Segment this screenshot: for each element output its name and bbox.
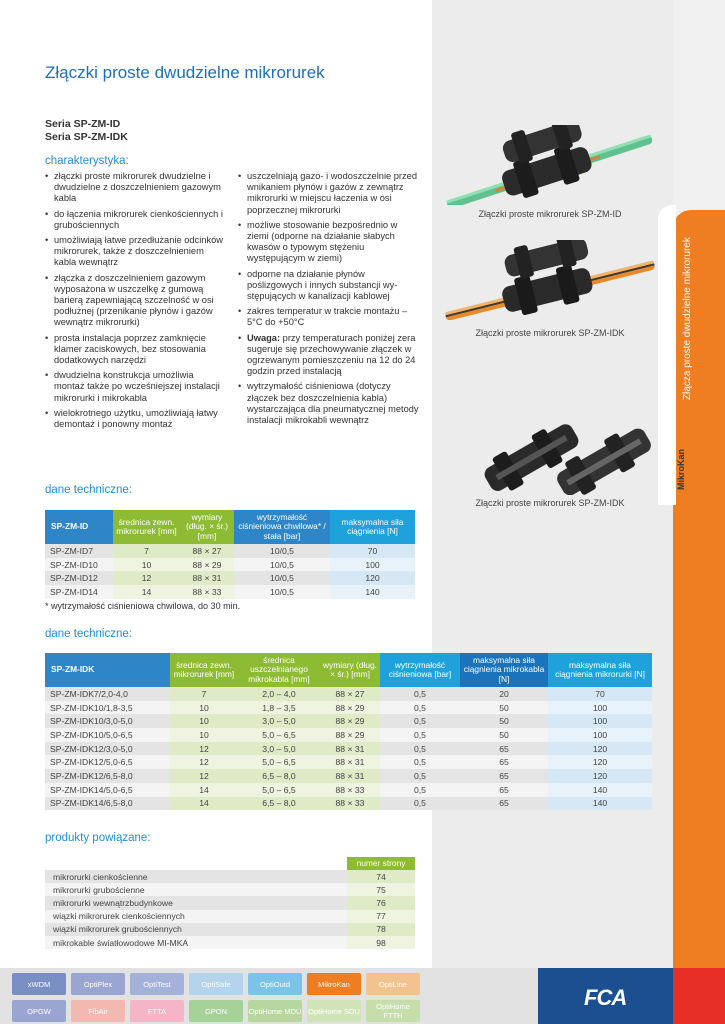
table-header: wytrzymałość ciśnieniowa chwilowa* / stała [bar] <box>234 510 330 544</box>
table-row <box>45 585 415 599</box>
footnote: * wytrzymałość ciśnieniowa chwilowa, do 30 min. <box>45 601 241 611</box>
caption-sp-zm-id: Złączki proste mikrorurek SP-ZM-ID <box>478 209 622 219</box>
table-cell: 20 <box>460 687 548 701</box>
table-cell: 88 × 31 <box>320 769 380 783</box>
feature-item: • zakres temperatur w trakcie montażu –5°C do +50°C <box>238 306 420 328</box>
table-cell: 65 <box>460 797 548 811</box>
related-row <box>45 883 415 896</box>
table-cell: 50 <box>460 701 548 715</box>
tech-table-idk <box>45 653 652 810</box>
caption-sp-zm-idk: Złączki proste mikrorurek SP-ZM-IDK <box>475 328 625 338</box>
table-cell: 88 × 33 <box>180 585 234 599</box>
table-cell: SP-ZM-IDK14/6,5-8,0 <box>45 797 170 811</box>
feature-item: • możliwe stosowanie bezpośrednio w ziemi (odporne na działanie słabych kwasów o typowym stężeniu występującym w ziemi) <box>238 220 420 265</box>
table-cell: 0,5 <box>380 714 460 728</box>
related-row <box>45 923 415 936</box>
table-cell: SP-ZM-IDK10/5,0-6,5 <box>45 728 170 742</box>
related-product-name: wiązki mikrorurek cienkościennych <box>45 910 347 923</box>
related-product-name: wiązki mikrorurek grubościennych <box>45 923 347 936</box>
table-cell: 88 × 27 <box>320 687 380 701</box>
section-heading-tech-1: dane techniczne: <box>45 484 132 496</box>
table-header: maksymalna siła ciągnienia mikrorurki [N] <box>548 653 652 687</box>
table-header: wytrzymałość ciśnieniowa [bar] <box>380 653 460 687</box>
section-heading-tech-2: dane techniczne: <box>45 628 132 640</box>
related-products-table <box>45 857 415 949</box>
nav-item-optihome-sdu[interactable]: OptiHome SDU <box>307 1000 361 1022</box>
table-header: średnica uszczelnianego mikrokabla [mm] <box>238 653 320 687</box>
table-cell: 65 <box>460 742 548 756</box>
table-cell: 7 <box>170 687 238 701</box>
table-cell: 70 <box>548 687 652 701</box>
table-cell: 120 <box>548 755 652 769</box>
table-cell: 140 <box>548 797 652 811</box>
table-row <box>45 544 415 558</box>
related-row <box>45 896 415 909</box>
table-cell: 10 <box>170 728 238 742</box>
related-product-name: mikrorurki wewnątrzbudynkowe <box>45 896 347 909</box>
table-cell: 65 <box>460 783 548 797</box>
feature-item: • uszczelniają gazo- i wodoszczelnie przed wnikaniem płynów i gazów z zewnątrz mikrorurki w miejscu łaczenia w osi poprzecznej mikrorurki <box>238 171 420 216</box>
table-row <box>45 783 652 797</box>
nav-item-optiplex[interactable]: OptiPlex <box>71 973 125 995</box>
table-cell: 0,5 <box>380 687 460 701</box>
table-cell: 0,5 <box>380 755 460 769</box>
table-cell: 10/0,5 <box>234 544 330 558</box>
table-cell: 5,0 – 6,5 <box>238 728 320 742</box>
warning-label: Uwaga: <box>247 332 281 343</box>
table-row <box>45 701 652 715</box>
warning-text: przy temperaturach poniżej zera sugeruje się przechowywanie złączek w ogrzewanym pomieszczeniu na 12 do 24 godzin przed instalacją <box>247 332 416 377</box>
section-heading-related: produkty powiązane: <box>45 832 151 844</box>
table-cell: 120 <box>330 571 415 585</box>
table-cell: 88 × 33 <box>320 797 380 811</box>
features-left <box>45 171 225 434</box>
series-id: Seria SP-ZM-ID <box>45 118 121 130</box>
related-page-number: 75 <box>347 883 415 896</box>
table-cell: 10/0,5 <box>234 571 330 585</box>
side-caption: Złącza proste dwudzielne mikrorurek <box>682 237 693 400</box>
table-cell: 7 <box>113 544 180 558</box>
table-cell: 70 <box>330 544 415 558</box>
table-cell: 88 × 29 <box>320 728 380 742</box>
nav-item-optihome-ftth[interactable]: OptiHome FTTH <box>366 1000 420 1022</box>
table-row <box>45 755 652 769</box>
table-cell: 88 × 29 <box>180 558 234 572</box>
nav-item-xwdm[interactable]: xWDM <box>12 973 66 995</box>
table-cell: 88 × 31 <box>320 742 380 756</box>
side-brand: MikroKan <box>676 448 686 490</box>
table-header: SP-ZM-IDK <box>45 653 170 687</box>
section-tab <box>673 210 725 972</box>
related-page-number: 74 <box>347 870 415 883</box>
table-header: numer strony <box>347 857 415 870</box>
table-cell: 12 <box>170 742 238 756</box>
table-cell: 50 <box>460 728 548 742</box>
table-cell: 65 <box>460 755 548 769</box>
table-cell: 88 × 31 <box>320 755 380 769</box>
feature-item: • odporne na działanie płynów poślizgowych i innych substancji występujących w kanalizacji kablowej <box>238 269 420 303</box>
table-row <box>45 571 415 585</box>
related-products-body <box>45 870 415 949</box>
table-row <box>45 687 652 701</box>
related-row <box>45 910 415 923</box>
caption-sp-zm-idk-open: Złączki proste mikrorurek SP-ZM-IDK <box>475 498 625 508</box>
related-product-name: mikrorurki cienkościenne <box>45 870 347 883</box>
table-cell: SP-ZM-IDK12/6,5-8,0 <box>45 769 170 783</box>
table-cell: SP-ZM-IDK14/5,0-6,5 <box>45 783 170 797</box>
product-photo-sp-zm-idk <box>440 240 660 320</box>
table-cell: 10 <box>113 558 180 572</box>
table-row <box>45 769 652 783</box>
table-cell: 12 <box>113 571 180 585</box>
table-cell: SP-ZM-ID7 <box>45 544 113 558</box>
table-cell: SP-ZM-ID10 <box>45 558 113 572</box>
table-cell: 3,0 – 5,0 <box>238 742 320 756</box>
features-right <box>238 171 420 430</box>
nav-item-optisafe[interactable]: OptiSafe <box>189 973 243 995</box>
table-cell: SP-ZM-IDK10/1,8-3,5 <box>45 701 170 715</box>
nav-item-gpon[interactable]: GPON <box>189 1000 243 1022</box>
feature-item: • umożliwiają łatwe przedłużanie odcinków mikrorurek, także z doszczelnieniem kabla wewnątrz <box>45 235 225 269</box>
tech-table-id <box>45 510 415 599</box>
table-cell: 12 <box>170 769 238 783</box>
table-cell: 100 <box>330 558 415 572</box>
table-cell: 88 × 27 <box>180 544 234 558</box>
feature-item: • złączka z doszczelnieniem gazowym wyposażona w uszczelkę z gumową barierą zapewniającą szczelność w osi podłużnej (przenikanie płynów i gazów wewnątrz mikrorurki) <box>45 273 225 329</box>
feature-item-warning <box>238 333 420 378</box>
table-cell: 10/0,5 <box>234 558 330 572</box>
section-heading-characteristics: charakterystyka: <box>45 155 129 167</box>
feature-item: • złączki proste mikrorurek dwudzielne i dwudzielne z doszczelnieniem gazowym kabla <box>45 171 225 205</box>
table-cell: 140 <box>330 585 415 599</box>
table-cell: 14 <box>170 797 238 811</box>
table-row <box>45 797 652 811</box>
related-row <box>45 936 415 949</box>
table-cell: SP-ZM-ID14 <box>45 585 113 599</box>
table-header: maksymalna siła ciągnienia [N] <box>330 510 415 544</box>
feature-item: • wytrzymałość ciśnieniowa (dotyczy złączek bez doszczelnienia kabla) wystarczająca dla pneumatycznej metody instalacji mikrokabli wewnątrz <box>238 381 420 426</box>
table-cell: 0,5 <box>380 701 460 715</box>
table-row <box>45 742 652 756</box>
table-cell: SP-ZM-IDK12/3,0-5,0 <box>45 742 170 756</box>
related-product-name: mikrorurki grubościenne <box>45 883 347 896</box>
nav-item-optitest[interactable]: OptiTest <box>130 973 184 995</box>
table-cell: 100 <box>548 728 652 742</box>
table-cell: 120 <box>548 742 652 756</box>
table-row <box>45 728 652 742</box>
table-cell: 3,0 – 5,0 <box>238 714 320 728</box>
related-page-number: 98 <box>347 936 415 949</box>
related-product-name: mikrokable światłowodowe MI-MKA <box>45 936 347 949</box>
related-page-number: 76 <box>347 896 415 909</box>
table-cell: 0,5 <box>380 783 460 797</box>
table-cell: 2,0 – 4,0 <box>238 687 320 701</box>
table-cell: SP-ZM-IDK12/5,0-6,5 <box>45 755 170 769</box>
related-page-number: 78 <box>347 923 415 936</box>
nav-item-optihome-mdu[interactable]: OptiHome MDU <box>248 1000 302 1022</box>
tab-highlight <box>658 205 676 505</box>
table-header: średnica zewn. mikrorurek [mm] <box>170 653 238 687</box>
feature-item: • wielokrotnego użytku, umożliwiają łatwy demontaż i ponowny montaż <box>45 408 225 430</box>
nav-item-optiline[interactable]: OptiLine <box>366 973 420 995</box>
nav-item-ftta[interactable]: FTTA <box>130 1000 184 1022</box>
table-cell: 140 <box>548 783 652 797</box>
table-header: maksymalna siła ciągnienia mikrokabla [N] <box>460 653 548 687</box>
table-header-empty <box>45 857 347 870</box>
nav-item-fibair[interactable]: FibAir <box>71 1000 125 1022</box>
feature-item: • prosta instalacja poprzez zamknięcie klamer zaciskowych, bez stosowania dodatkowych narzędzi <box>45 333 225 367</box>
table-cell: 5,0 – 6,5 <box>238 755 320 769</box>
table-cell: 6,5 – 8,0 <box>238 769 320 783</box>
brand-accent <box>673 968 725 1024</box>
table-cell: SP-ZM-IDK7/2,0-4,0 <box>45 687 170 701</box>
table-header: średnica zewn. mikrorurek [mm] <box>113 510 180 544</box>
nav-item-mikrokan[interactable]: MikroKan <box>307 973 361 995</box>
table-cell: 100 <box>548 714 652 728</box>
table-cell: 65 <box>460 769 548 783</box>
table-cell: 14 <box>113 585 180 599</box>
table-cell: 5,0 – 6,5 <box>238 783 320 797</box>
table-cell: 0,5 <box>380 769 460 783</box>
table-cell: 0,5 <box>380 728 460 742</box>
table-cell: 88 × 31 <box>180 571 234 585</box>
table-cell: SP-ZM-IDK10/3,0-5,0 <box>45 714 170 728</box>
product-photo-sp-zm-idk-open <box>470 395 660 495</box>
table-cell: 50 <box>460 714 548 728</box>
fca-logo: FCA <box>584 985 627 1010</box>
table-cell: 10/0,5 <box>234 585 330 599</box>
related-page-number: 77 <box>347 910 415 923</box>
table-cell: 12 <box>170 755 238 769</box>
series-list <box>45 118 128 144</box>
product-photo-sp-zm-id <box>440 125 660 205</box>
related-row <box>45 870 415 883</box>
table-row <box>45 714 652 728</box>
table-cell: 120 <box>548 769 652 783</box>
table-cell: 14 <box>170 783 238 797</box>
table-row <box>45 558 415 572</box>
table-cell: 10 <box>170 714 238 728</box>
nav-item-optioutd[interactable]: OptiOutd <box>248 973 302 995</box>
table-cell: 88 × 29 <box>320 714 380 728</box>
table-header: wymiary (dług. × śr.) [mm] <box>320 653 380 687</box>
tech-table-idk-body <box>45 687 652 810</box>
table-cell: 10 <box>170 701 238 715</box>
nav-item-opgw[interactable]: OPGW <box>12 1000 66 1022</box>
feature-item: • do łączenia mikrorurek cienkościennych i grubościennych <box>45 209 225 231</box>
feature-item: • dwudzielna konstrukcja umożliwia montaż także po wcześniejszej instalacji mikrorurki i mikrokabla <box>45 370 225 404</box>
table-cell: 1,8 – 3,5 <box>238 701 320 715</box>
series-idk: Seria SP-ZM-IDK <box>45 131 128 143</box>
table-cell: 6,5 – 8,0 <box>238 797 320 811</box>
table-cell: 0,5 <box>380 797 460 811</box>
table-header: SP-ZM-ID <box>45 510 113 544</box>
table-header: wymiary (dług. × śr.) [mm] <box>180 510 234 544</box>
page-title: Złączki proste dwudzielne mikrorurek <box>45 63 325 82</box>
table-cell: 88 × 29 <box>320 701 380 715</box>
table-cell: 0,5 <box>380 742 460 756</box>
table-cell: 88 × 33 <box>320 783 380 797</box>
table-cell: SP-ZM-ID12 <box>45 571 113 585</box>
table-cell: 100 <box>548 701 652 715</box>
